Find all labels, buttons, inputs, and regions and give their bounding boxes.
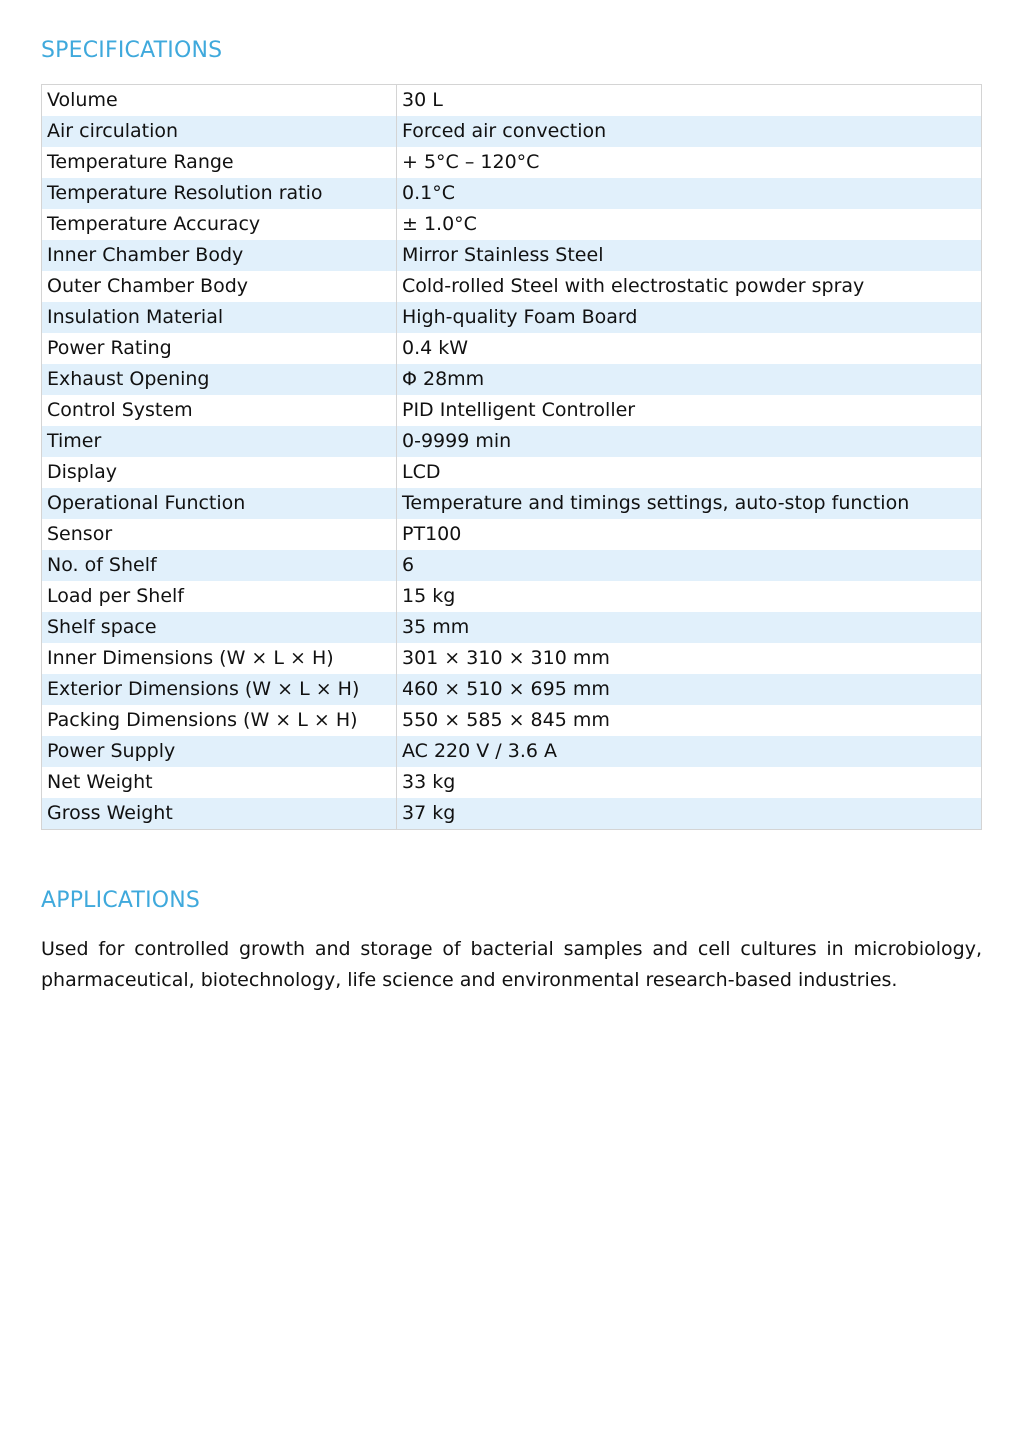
spec-label: Packing Dimensions (W × L × H) (42, 705, 397, 736)
spec-label: Volume (42, 85, 397, 117)
spec-row (42, 736, 982, 767)
spec-label: Control System (42, 395, 397, 426)
applications-description: Used for controlled growth and storage of bacterial samples and cell cultures in microbiology, pharmaceutical, biotechnology, life science and environmental research-based industries. (41, 938, 982, 991)
spec-value: 0-9999 min (397, 426, 982, 457)
spec-label: Net Weight (42, 767, 397, 798)
spec-row (42, 364, 982, 395)
spec-value: PID Intelligent Controller (397, 395, 982, 426)
spec-label: Exhaust Opening (42, 364, 397, 395)
spec-label: Temperature Accuracy (42, 209, 397, 240)
spec-row (42, 767, 982, 798)
spec-value: + 5°C – 120°C (397, 147, 982, 178)
spec-value: 0.4 kW (397, 333, 982, 364)
specifications-table (41, 84, 982, 830)
spec-row (42, 147, 982, 178)
spec-label: Air circulation (42, 116, 397, 147)
spec-label: Power Rating (42, 333, 397, 364)
spec-row (42, 240, 982, 271)
spec-value: PT100 (397, 519, 982, 550)
spec-value: LCD (397, 457, 982, 488)
spec-value: 30 L (397, 85, 982, 117)
spec-label: Inner Chamber Body (42, 240, 397, 271)
spec-value: 6 (397, 550, 982, 581)
applications-heading: APPLICATIONS (41, 888, 201, 913)
spec-row (42, 643, 982, 674)
spec-label: Inner Dimensions (W × L × H) (42, 643, 397, 674)
spec-value: High-quality Foam Board (397, 302, 982, 333)
spec-label: Load per Shelf (42, 581, 397, 612)
spec-value: Forced air convection (397, 116, 982, 147)
specifications-table-body (42, 85, 982, 830)
spec-label: Temperature Range (42, 147, 397, 178)
spec-row (42, 426, 982, 457)
spec-value: AC 220 V / 3.6 A (397, 736, 982, 767)
spec-value: ± 1.0°C (397, 209, 982, 240)
spec-row (42, 519, 982, 550)
spec-value: Cold-rolled Steel with electrostatic powder spray (397, 271, 982, 302)
spec-row (42, 271, 982, 302)
spec-value: 37 kg (397, 798, 982, 830)
spec-row (42, 581, 982, 612)
spec-value: Φ 28mm (397, 364, 982, 395)
spec-row (42, 333, 982, 364)
spec-value: 15 kg (397, 581, 982, 612)
spec-label: Insulation Material (42, 302, 397, 333)
spec-row (42, 178, 982, 209)
spec-row (42, 209, 982, 240)
spec-label: Power Supply (42, 736, 397, 767)
spec-label: Timer (42, 426, 397, 457)
spec-label: Outer Chamber Body (42, 271, 397, 302)
spec-label: Operational Function (42, 488, 397, 519)
spec-row (42, 612, 982, 643)
spec-row (42, 395, 982, 426)
spec-value: 550 × 585 × 845 mm (397, 705, 982, 736)
spec-row (42, 488, 982, 519)
spec-label: Sensor (42, 519, 397, 550)
spec-label: Shelf space (42, 612, 397, 643)
spec-row (42, 550, 982, 581)
specifications-heading: SPECIFICATIONS (41, 38, 223, 63)
spec-row (42, 302, 982, 333)
spec-value: 0.1°C (397, 178, 982, 209)
spec-row (42, 674, 982, 705)
spec-value: 301 × 310 × 310 mm (397, 643, 982, 674)
spec-value: 35 mm (397, 612, 982, 643)
spec-label: Display (42, 457, 397, 488)
spec-label: Gross Weight (42, 798, 397, 830)
spec-value: Temperature and timings settings, auto-stop function (397, 488, 982, 519)
spec-row (42, 116, 982, 147)
spec-value: Mirror Stainless Steel (397, 240, 982, 271)
spec-label: Exterior Dimensions (W × L × H) (42, 674, 397, 705)
spec-row (42, 457, 982, 488)
spec-row (42, 85, 982, 117)
spec-label: No. of Shelf (42, 550, 397, 581)
spec-row (42, 798, 982, 830)
spec-label: Temperature Resolution ratio (42, 178, 397, 209)
spec-value: 460 × 510 × 695 mm (397, 674, 982, 705)
spec-value: 33 kg (397, 767, 982, 798)
spec-row (42, 705, 982, 736)
